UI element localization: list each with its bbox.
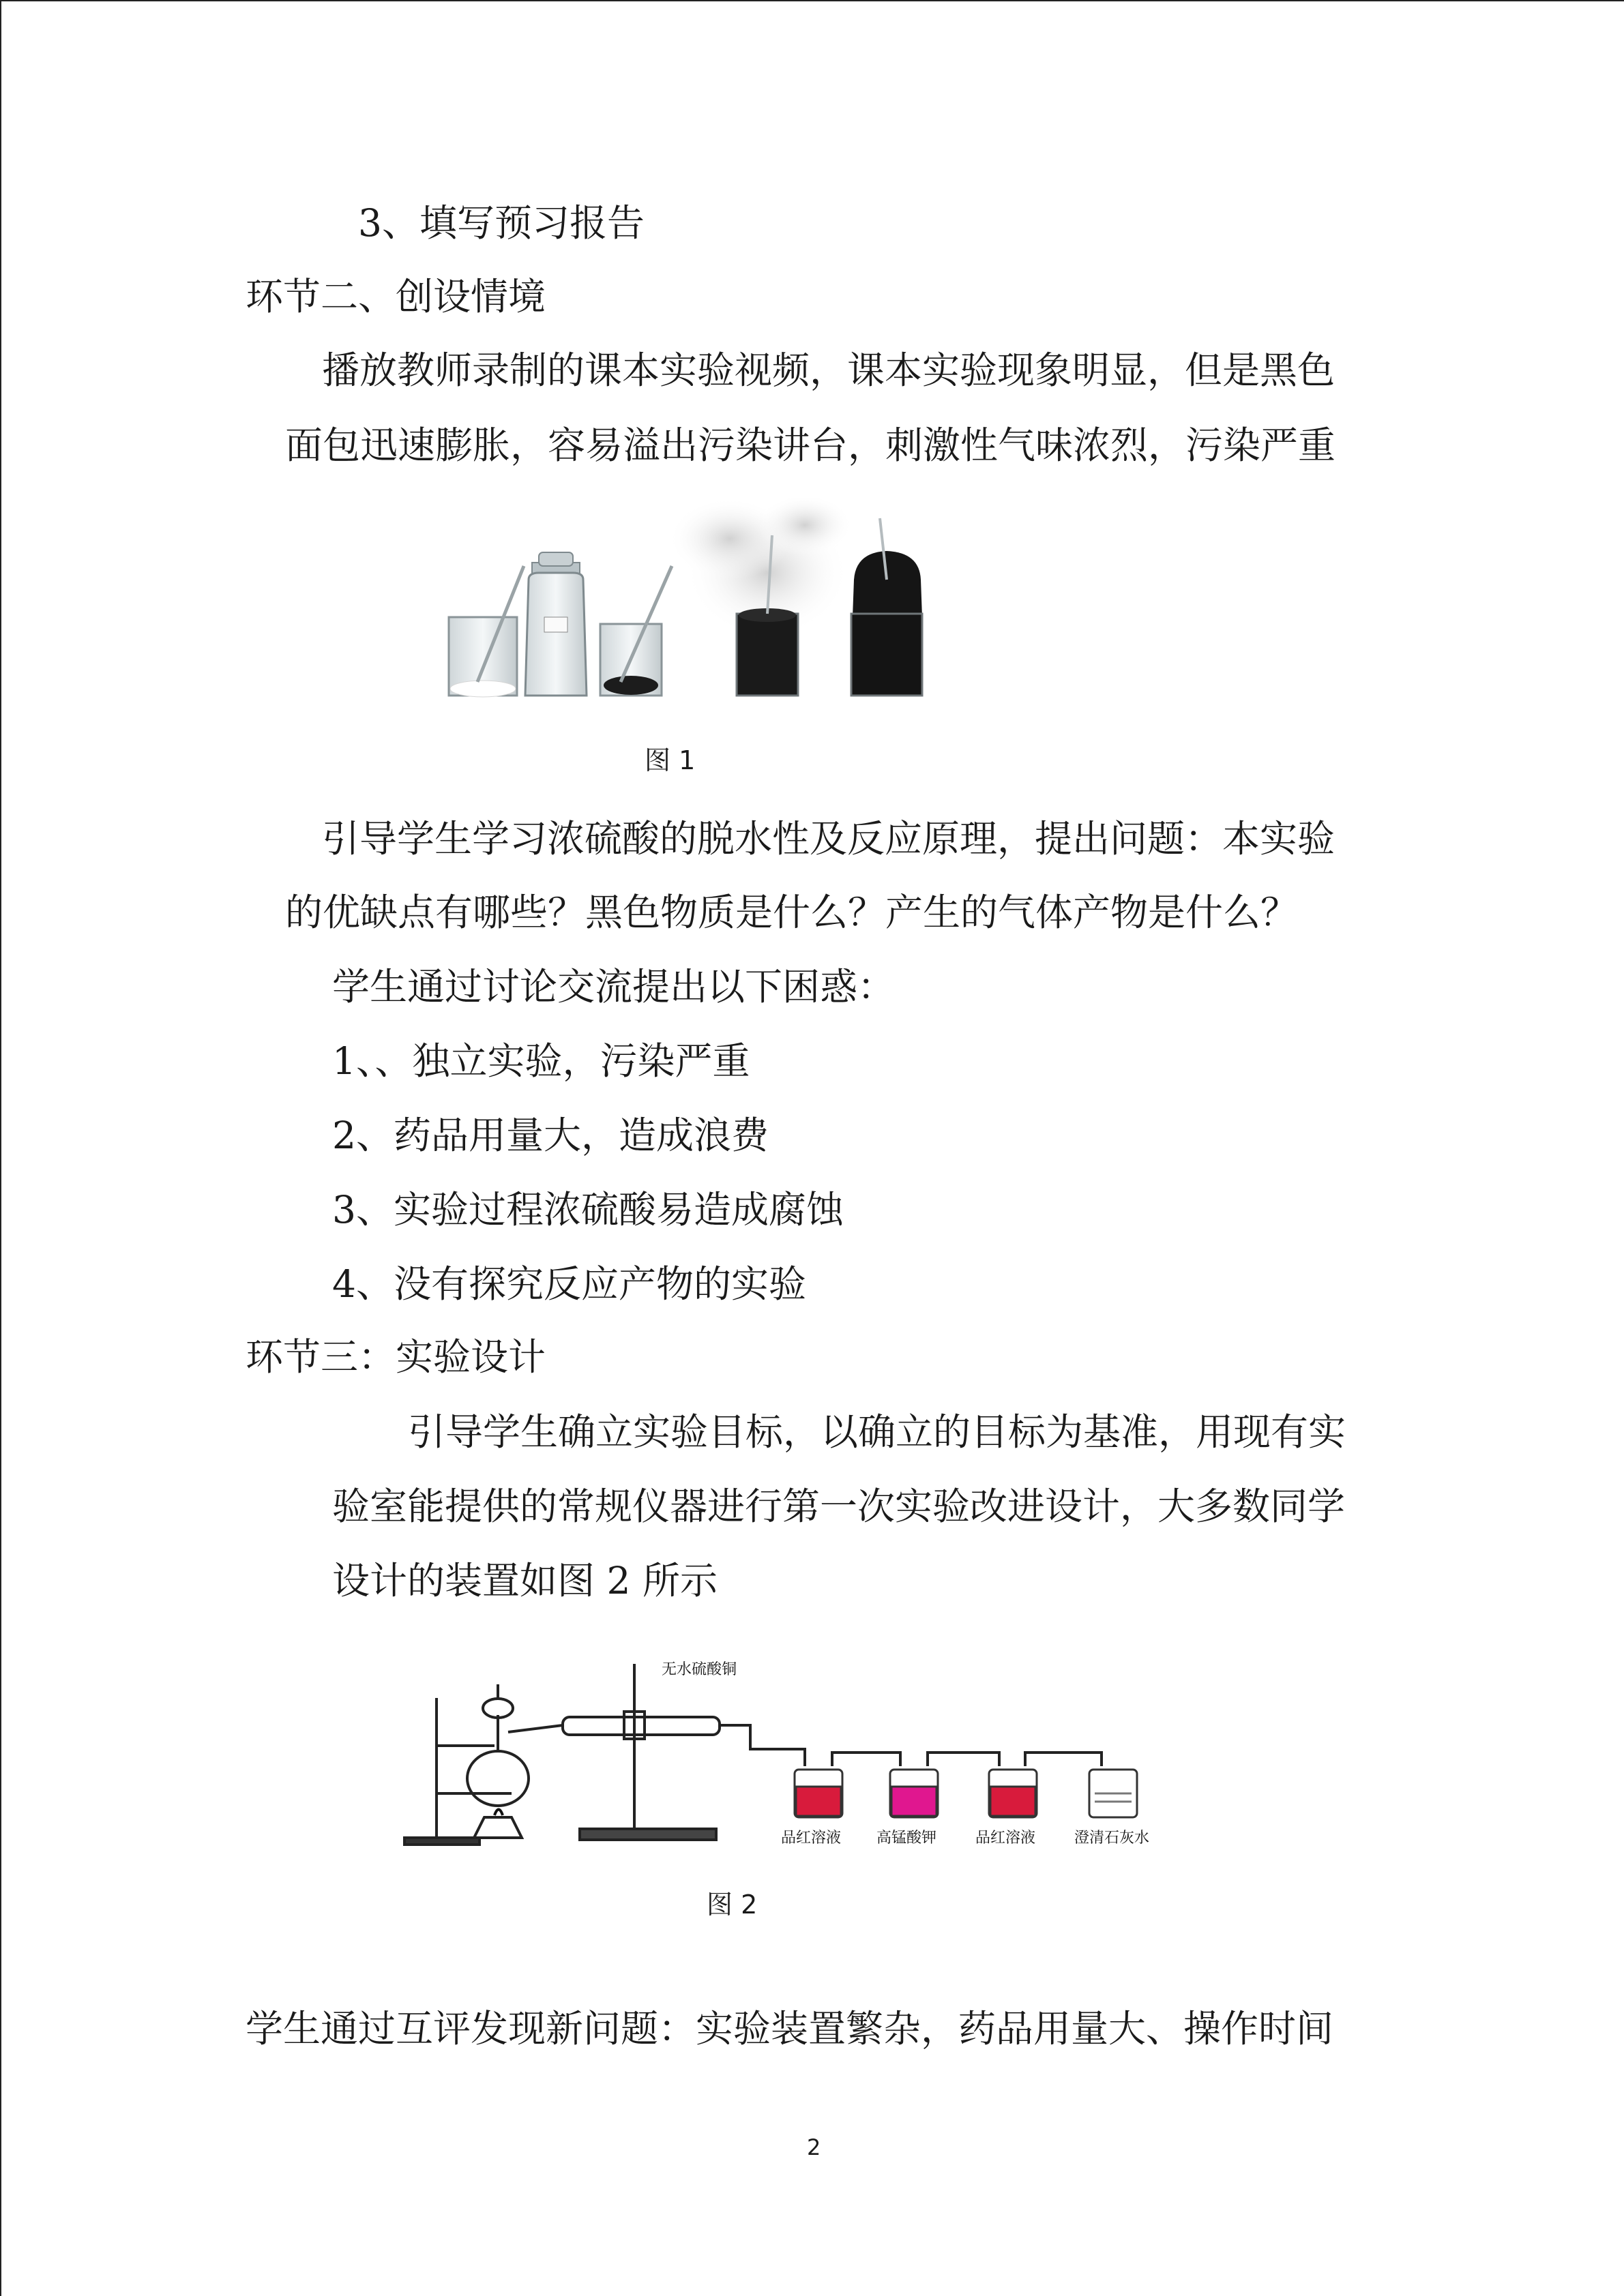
paragraph-text: 引导学生学习浓硫酸的脱水性及反应原理，提出问题：本实验	[322, 817, 1335, 861]
paragraph-text: 播放教师录制的课本实验视频，课本实验现象明显，但是黑色	[322, 348, 1335, 392]
label-bottle-1: 品红溶液	[781, 1830, 842, 1847]
list-item: 3、实验过程浓硫酸易造成腐蚀	[332, 1188, 844, 1232]
figure-1-caption: 图 1	[645, 745, 696, 775]
paragraph-text: 面包迅速膨胀，容易溢出污染讲台，刺激性气味浓烈，污染严重	[285, 423, 1336, 467]
label-bottle-3: 品红溶液	[975, 1830, 1036, 1847]
figure-1-beakers-image	[437, 498, 969, 709]
label-bottle-2: 高锰酸钾	[876, 1830, 937, 1847]
list-item: 1、、独立实验，污染严重	[332, 1039, 750, 1083]
paragraph-text: 的优缺点有哪些？黑色物质是什么？产生的气体产物是什么？	[285, 891, 1299, 934]
paragraph-text: 设计的装置如图 2 所示	[332, 1559, 718, 1602]
list-item: 4、没有探究反应产物的实验	[332, 1262, 806, 1306]
paragraph-text: 验室能提供的常规仪器进行第一次实验改进设计，大多数同学	[332, 1485, 1346, 1528]
paragraph-text: 学生通过讨论交流提出以下困惑：	[332, 965, 896, 1009]
paragraph-text: 学生通过互评发现新问题：实验装置繁杂，药品用量大、操作时间	[246, 2007, 1334, 2051]
paragraph-text: 引导学生确立实验目标，以确立的目标为基准，用现有实	[408, 1410, 1346, 1454]
list-item: 2、药品用量大，造成浪费	[332, 1114, 769, 1157]
label-anhydrous-copper-sulfate: 无水硫酸铜	[662, 1661, 737, 1678]
step-3-preview-report: 3、填写预习报告	[358, 201, 645, 245]
figure-2-apparatus-diagram	[399, 1657, 1204, 1855]
label-bottle-4: 澄清石灰水	[1074, 1830, 1150, 1847]
page-number: 2	[807, 2134, 821, 2160]
figure-2-caption: 图 2	[707, 1890, 758, 1920]
section-2-heading: 环节二、创设情境	[246, 275, 546, 318]
section-3-heading: 环节三：实验设计	[246, 1335, 546, 1379]
